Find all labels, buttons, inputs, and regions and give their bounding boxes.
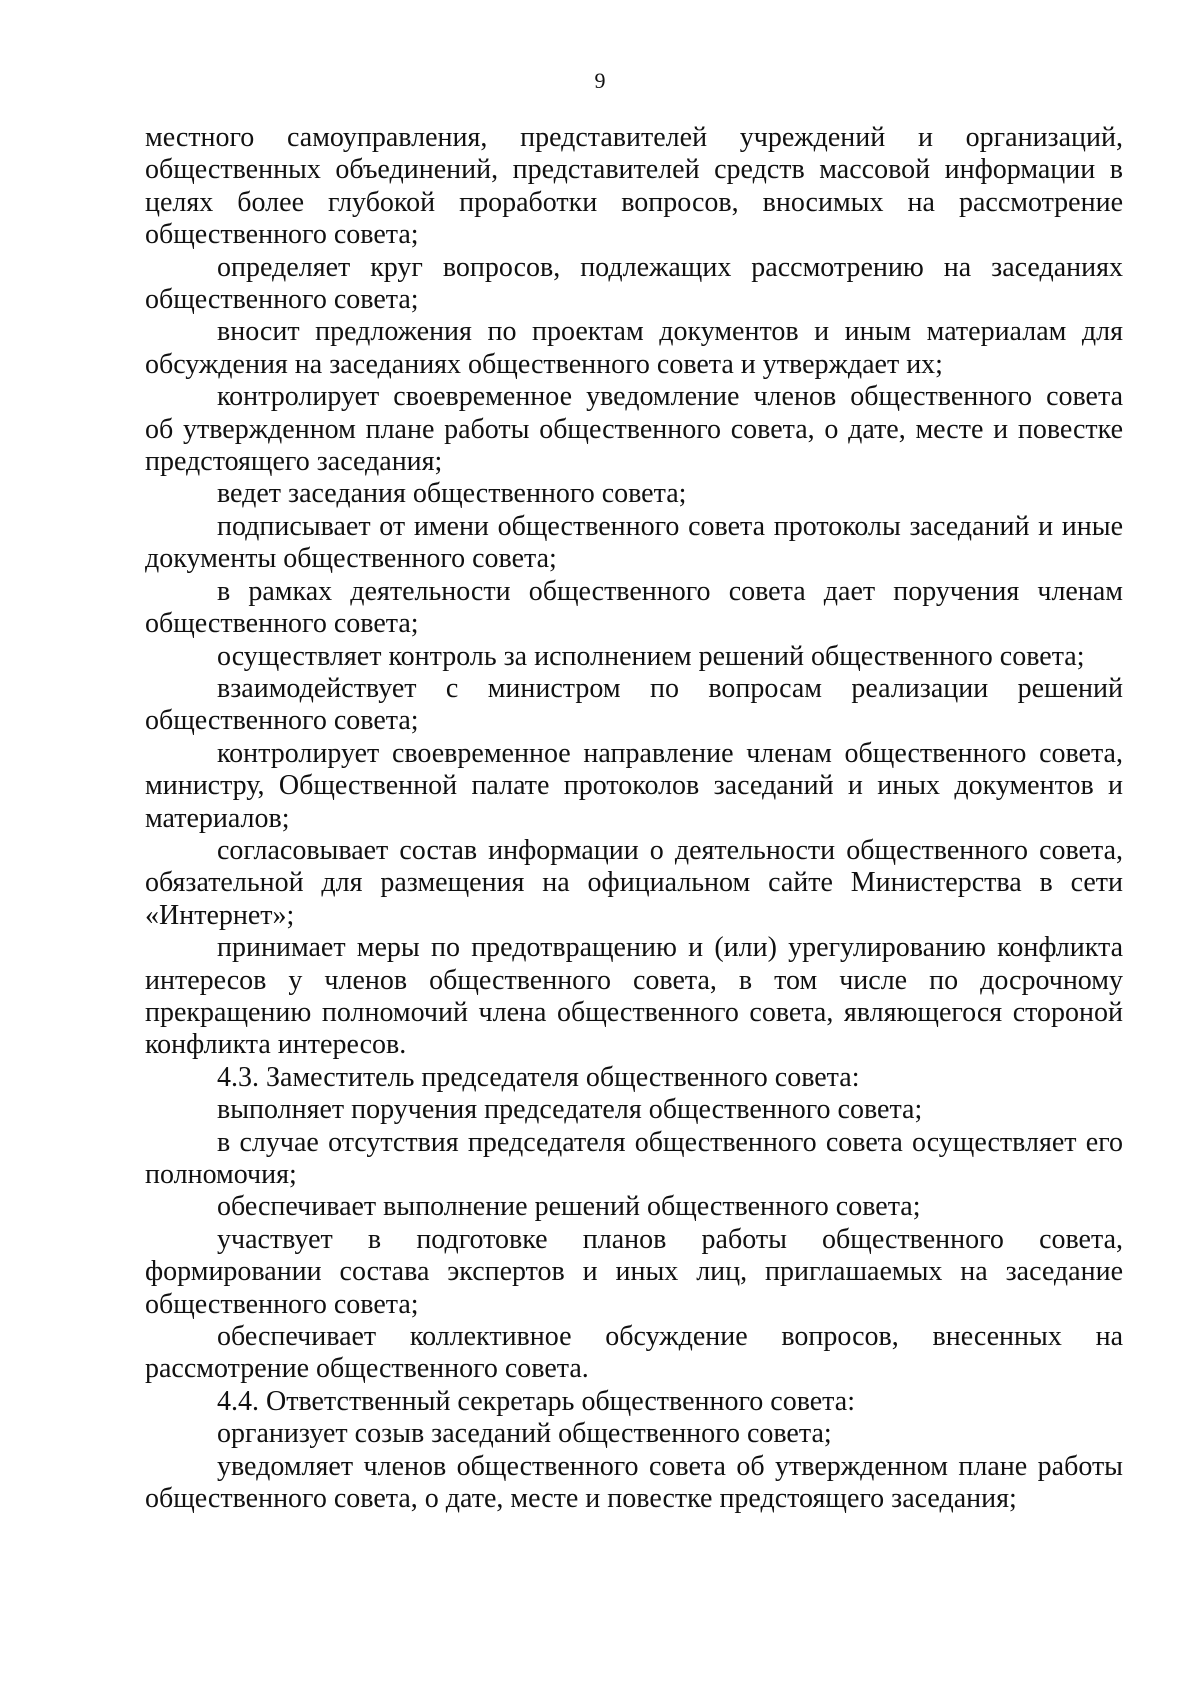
paragraph: взаимодействует с министром по вопросам реализации решений общественного совета; xyxy=(145,672,1123,737)
body-text xyxy=(145,122,1123,1515)
paragraph: контролирует своевременное уведомление членов общественного совета об утвержденном плане работы общественного совета, о дате, месте и повестке предстоящего заседания; xyxy=(145,381,1123,478)
paragraph: принимает меры по предотвращению и (или) урегулированию конфликта интересов у членов общественного совета, в том числе по досрочному прекращению полномочий члена общественного совета, являющегося стороной конфликта интересов. xyxy=(145,932,1123,1061)
paragraph: обеспечивает выполнение решений общественного совета; xyxy=(217,1191,921,1223)
paragraph: определяет круг вопросов, подлежащих рассмотрению на заседаниях общественного совета; xyxy=(145,251,1123,316)
paragraph: ведет заседания общественного совета; xyxy=(217,478,687,510)
paragraph: в рамках деятельности общественного совета дает поручения членам общественного совета; xyxy=(145,575,1123,640)
paragraph: подписывает от имени общественного совета протоколы заседаний и иные документы общественного совета; xyxy=(145,510,1123,575)
paragraph: организует созыв заседаний общественного совета; xyxy=(217,1418,832,1450)
paragraph: согласовывает состав информации о деятельности общественного совета, обязательной для размещения на официальном сайте Министерства в сети «Интернет»; xyxy=(145,834,1123,931)
paragraph: участвует в подготовке планов работы общественного совета, формировании состава экспертов и иных лиц, приглашаемых на заседание общественного совета; xyxy=(145,1223,1123,1320)
paragraph: местного самоуправления, представителей учреждений и организаций, общественных объединений, представителей средств массовой информации в целях более глубокой проработки вопросов, вносимых на рассмотрение общественного совета; xyxy=(145,122,1123,251)
paragraph: в случае отсутствия председателя общественного совета осуществляет его полномочия; xyxy=(145,1126,1123,1190)
paragraph: контролирует своевременное направление членам общественного совета, министру, Общественной палате протоколов заседаний и иных документов и материалов; xyxy=(145,737,1123,834)
paragraph: выполняет поручения председателя общественного совета; xyxy=(217,1094,923,1126)
paragraph: вносит предложения по проектам документов и иным материалам для обсуждения на заседаниях общественного совета и утверждает их; xyxy=(145,316,1123,380)
page-number: 9 xyxy=(594,68,606,93)
paragraph: обеспечивает коллективное обсуждение вопросов, внесенных на рассмотрение общественного совета. xyxy=(145,1321,1123,1385)
paragraph: осуществляет контроль за исполнением решений общественного совета; xyxy=(217,640,1085,672)
section-heading-4-3: 4.3. Заместитель председателя общественного совета: xyxy=(217,1061,860,1093)
section-heading-4-4: 4.4. Ответственный секретарь общественного совета: xyxy=(217,1385,855,1417)
paragraph: уведомляет членов общественного совета об утвержденном плане работы общественного совета, о дате, месте и повестке предстоящего заседания; xyxy=(145,1450,1123,1515)
